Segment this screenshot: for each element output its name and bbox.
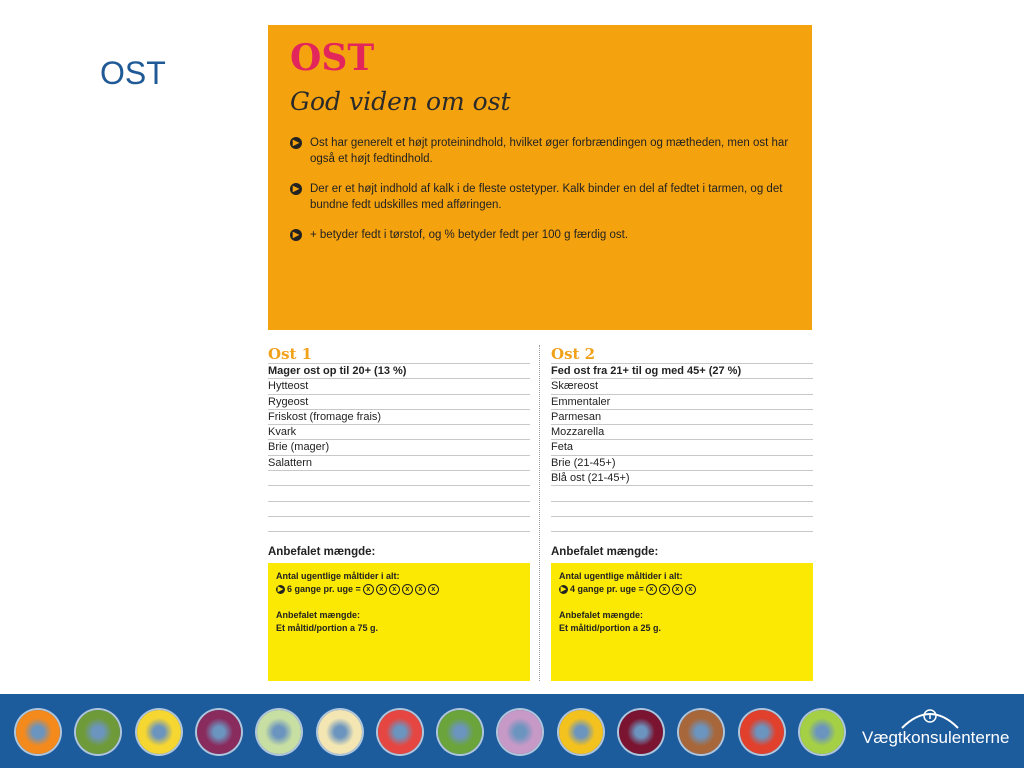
bullet-item [290, 227, 790, 243]
list-item: Feta [551, 440, 813, 455]
info-panel [268, 25, 812, 330]
ost1-rec-label: Anbefalet mængde: [268, 546, 376, 558]
orange-icon [16, 710, 60, 754]
brand-logo-icon [900, 704, 960, 730]
ost1-title: Ost 1 [268, 345, 530, 364]
ost2-box-line1: Antal ugentlige måltider i alt: [559, 571, 683, 581]
ost1-frequency-text: 6 gange pr. uge = [287, 584, 361, 594]
list-item: Blå ost (21-45+) [551, 471, 813, 486]
list-item: Emmentaler [551, 395, 813, 410]
ost2-box-line4: Et måltid/portion a 25 g. [559, 623, 662, 633]
cucumber-icon [257, 710, 301, 754]
list-item: Hytteost [268, 379, 530, 394]
ost2-frequency-text: 4 gange pr. uge = [570, 584, 644, 594]
watermelon-icon [378, 710, 422, 754]
ost2-frequency [559, 583, 805, 596]
list-item [551, 517, 813, 532]
list-item [551, 502, 813, 517]
check-mark-icon: x [428, 584, 439, 595]
ost2-heading: Fed ost fra 21+ til og med 45+ (27 %) [551, 364, 813, 379]
arrow-bullet-icon: ▶ [290, 229, 302, 241]
list-item: Rygeost [268, 395, 530, 410]
list-item [268, 502, 530, 517]
ost2-box-line3: Anbefalet mængde: [559, 610, 644, 620]
beetroot-icon [619, 710, 663, 754]
list-item [268, 486, 530, 501]
bullet-item [290, 135, 790, 167]
ost1-box-line4: Et måltid/portion a 75 g. [276, 623, 379, 633]
check-mark-icon: x [415, 584, 426, 595]
panel-title: OST [290, 37, 375, 79]
list-item: Brie (21-45+) [551, 456, 813, 471]
nuts-icon [679, 710, 723, 754]
check-mark-icon: x [646, 584, 657, 595]
check-mark-icon: x [672, 584, 683, 595]
banana-icon [318, 710, 362, 754]
list-item: Skæreost [551, 379, 813, 394]
check-mark-icon: x [402, 584, 413, 595]
avocado-icon [76, 710, 120, 754]
ost1-heading: Mager ost op til 20+ (13 %) [268, 364, 530, 379]
ost1-rec-box [268, 563, 530, 681]
check-mark-icon: x [659, 584, 670, 595]
arrow-bullet-icon: ▶ [560, 586, 567, 593]
cheese-infographic [268, 25, 812, 681]
brand-name: Vægtkonsulenterne [862, 728, 1010, 747]
list-item: Brie (mager) [268, 440, 530, 455]
ost1-box-line1: Antal ugentlige måltider i alt: [276, 571, 400, 581]
list-item [551, 486, 813, 501]
list-item: Kvark [268, 425, 530, 440]
check-mark-icon: x [389, 584, 400, 595]
footer-band [0, 694, 1024, 768]
ost1-box-line3: Anbefalet mængde: [276, 610, 361, 620]
arrow-bullet-icon: ▶ [277, 586, 284, 593]
ost2-title: Ost 2 [551, 345, 813, 364]
list-item: Salattern [268, 456, 530, 471]
lemon-icon [137, 710, 181, 754]
pineapple-icon [559, 710, 603, 754]
arrow-bullet-icon: ▶ [290, 137, 302, 149]
bullet-item [290, 181, 790, 213]
bullet-text: Der er et højt indhold af kalk i de fleste ostetyper. Kalk binder en del af fedtet i tarmen, og det bundne fedt udskilles med afføringen. [310, 183, 783, 211]
kiwi-icon [438, 710, 482, 754]
slide-title: OST [100, 55, 166, 91]
check-mark-icon: x [376, 584, 387, 595]
arrow-bullet-icon: ▶ [290, 183, 302, 195]
panel-subtitle: God viden om ost [290, 87, 511, 116]
list-item [268, 471, 530, 486]
list-item: Mozzarella [551, 425, 813, 440]
red-cabbage-icon [197, 710, 241, 754]
bullet-text: Ost har generelt et højt proteinindhold, hvilket øger forbrændingen og mætheden, men ost har også et højt fedtindhold. [310, 137, 789, 165]
check-mark-icon: x [685, 584, 696, 595]
check-mark-icon: x [363, 584, 374, 595]
tomato-icon [740, 710, 784, 754]
ost2-rec-box [551, 563, 813, 681]
bullet-text: + betyder fedt i tørstof, og % betyder fedt per 100 g færdig ost. [310, 229, 629, 241]
ost1-frequency [276, 583, 522, 596]
ost2-column [551, 345, 813, 633]
lime-icon [800, 710, 844, 754]
ost1-column [268, 345, 530, 633]
column-divider [539, 345, 540, 681]
list-item: Friskost (fromage frais) [268, 410, 530, 425]
list-item [268, 517, 530, 532]
list-item: Parmesan [551, 410, 813, 425]
bullet-list [290, 135, 790, 257]
red-onion-icon [498, 710, 542, 754]
ost2-rec-label: Anbefalet mængde: [551, 546, 659, 558]
